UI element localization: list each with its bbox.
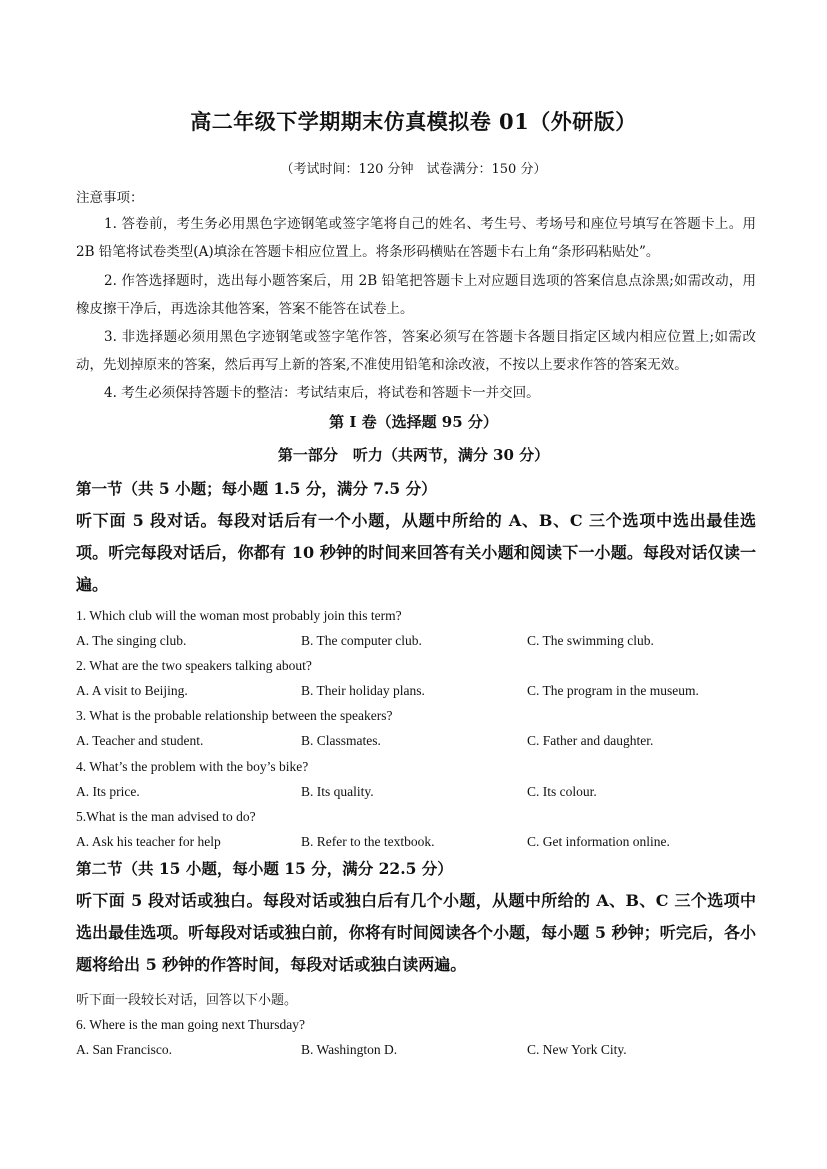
option-a: A. San Francisco. — [76, 1042, 172, 1057]
option-b: B. Refer to the textbook. — [301, 834, 435, 849]
option-c: C. The swimming club. — [527, 633, 654, 648]
option-a: A. Teacher and student. — [76, 733, 204, 748]
notice-heading: 注意事项： — [76, 190, 144, 206]
page-title: 高二年级下学期期末仿真模拟卷 01（外研版） — [190, 109, 637, 134]
question-stem: 4. What’s the problem with the boy’s bike? — [76, 759, 309, 774]
option-b: B. Classmates. — [301, 733, 381, 748]
option-a: A. A visit to Beijing. — [76, 683, 188, 698]
part-title: 第一部分 听力（共两节，满分 30 分） — [277, 446, 550, 464]
option-b: B. Washington D. — [301, 1042, 398, 1057]
section-instruction: 听下面 5 段对话。每段对话后有一个小题，从题中所给的 A、B、C 三个选项中选出最佳选项。听完每段对话后，你都有 10 秒钟的时间来回答有关小题和阅读下一小题。每段对话仅读一遍。 — [76, 511, 756, 594]
notice-item: 3. 非选择题必须用黑色字迹钢笔或签字笔作答，答案必须写在答题卡各题目指定区域内相应位置上;如需改动，先划掉原来的答案，然后再写上新的答案,不准使用铅笔和涂改液，不按以上要求作答的答案无效。 — [76, 329, 756, 373]
option-b: B. The computer club. — [301, 633, 422, 648]
option-a: A. Its price. — [76, 784, 140, 799]
listening-lead: 听下面一段较长对话，回答以下小题。 — [76, 993, 298, 1008]
option-c: C. Its colour. — [527, 784, 597, 799]
question-stem: 6. Where is the man going next Thursday? — [76, 1017, 305, 1032]
option-c: C. Get information online. — [527, 834, 670, 849]
notice-item: 4. 考生必须保持答题卡的整洁：考试结束后，将试卷和答题卡一并交回。 — [104, 385, 540, 401]
option-a: A. The singing club. — [76, 633, 187, 648]
section-heading: 第一节（共 5 小题；每小题 1.5 分，满分 7.5 分） — [76, 479, 437, 498]
section-heading: 第二节（共 15 小题，每小题 15 分，满分 22.5 分） — [76, 859, 453, 878]
option-b: B. Its quality. — [301, 784, 374, 799]
question-stem: 3. What is the probable relationship between the speakers? — [76, 708, 393, 723]
option-b: B. Their holiday plans. — [301, 683, 425, 698]
exam-info: （考试时间：120 分钟 试卷满分：150 分） — [280, 162, 547, 177]
option-c: C. The program in the museum. — [527, 683, 699, 698]
option-c: C. New York City. — [527, 1042, 627, 1057]
notice-item: 2. 作答选择题时，选出每小题答案后，用 2B 铅笔把答题卡上对应题目选项的答案信息点涂黑;如需改动，用橡皮擦干净后，再选涂其他答案，答案不能答在试卷上。 — [76, 273, 756, 317]
option-c: C. Father and daughter. — [527, 733, 654, 748]
option-a: A. Ask his teacher for help — [76, 834, 221, 849]
question-stem: 5.What is the man advised to do? — [76, 809, 256, 824]
section-instruction: 听下面 5 段对话或独白。每段对话或独白后有几个小题，从题中所给的 A、B、C 三个选项中选出最佳选项。听每段对话或独白前，你将有时间阅读各个小题，每小题 5 秒钟；听完后，各小题将给出 5 秒钟的作答时间，每段对话或独白读两遍。 — [76, 891, 756, 974]
volume-title: 第 I 卷（选择题 95 分） — [329, 413, 498, 431]
question-stem: 2. What are the two speakers talking about? — [76, 658, 312, 673]
question-stem: 1. Which club will the woman most probably join this term? — [76, 608, 402, 623]
notice-item: 1. 答卷前，考生务必用黑色字迹钢笔或签字笔将自己的姓名、考生号、考场号和座位号填写在答题卡上。用 2B 铅笔将试卷类型(A)填涂在答题卡相应位置上。将条形码横贴在答题卡右上角“条形码粘贴处”。 — [76, 216, 756, 260]
